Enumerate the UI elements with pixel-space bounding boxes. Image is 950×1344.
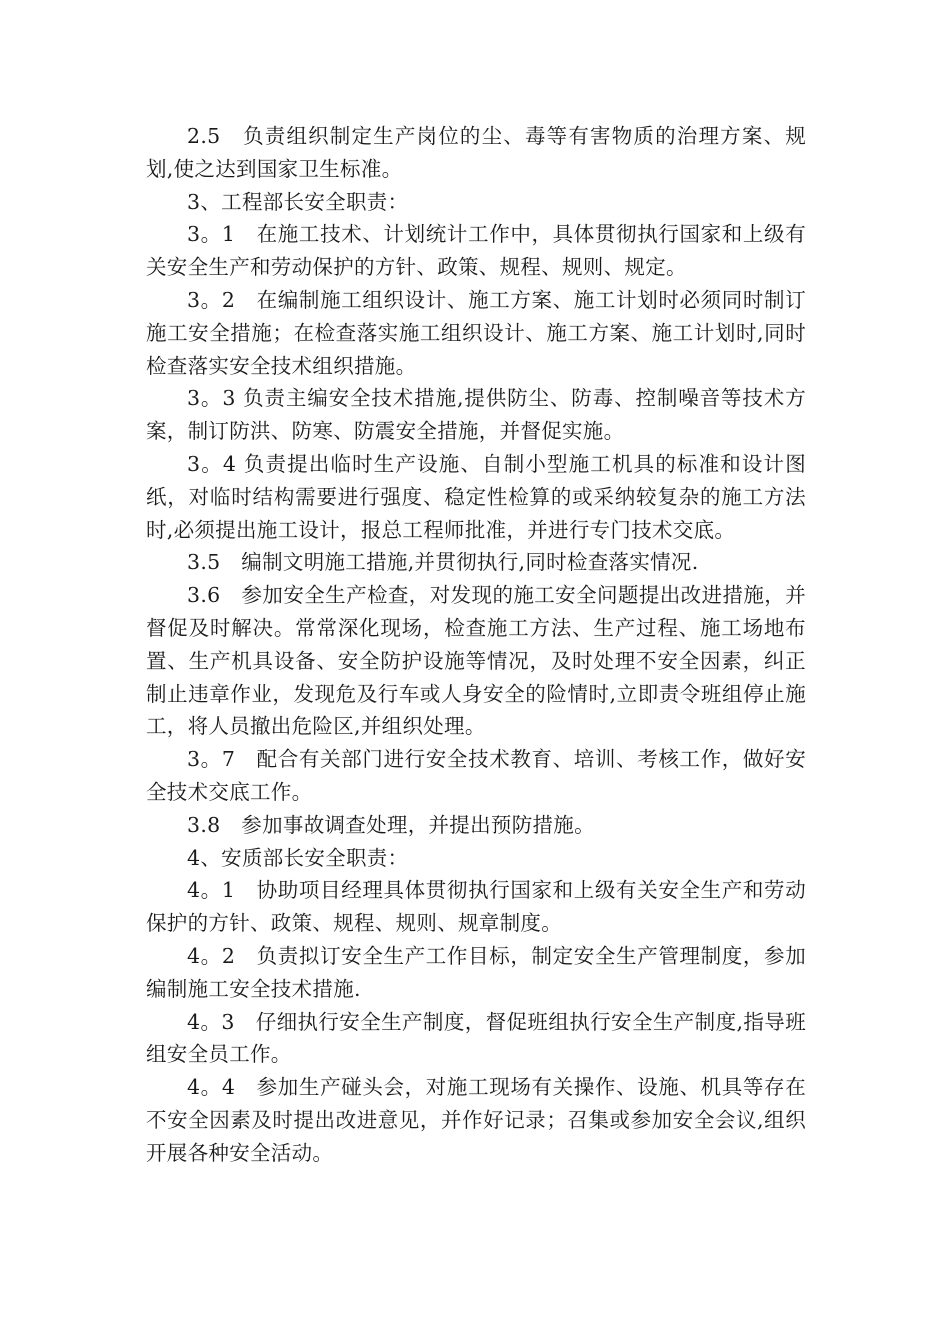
section-heading-3: 3、工程部长安全职责： — [187, 189, 409, 214]
paragraph-3-3: 3。3 负责主编安全技术措施,提供防尘、防毒、控制噪音等技术方案，制订防洪、防寒、防震安全措施，并督促实施。 — [146, 386, 806, 444]
paragraph-3-4: 3。4 负责提出临时生产设施、自制小型施工机具的标准和设计图纸，对临时结构需要进行强度、稳定性检算的或采纳较复杂的施工方法时,必须提出施工设计，报总工程师批准，并进行专门技术交底。 — [146, 451, 806, 542]
paragraph-3-2: 3。2 在编制施工组织设计、施工方案、施工计划时必须同时制订施工安全措施；在检查落实施工组织设计、施工方案、施工计划时,同时检查落实安全技术组织措施。 — [146, 287, 806, 378]
paragraph-2-5: 2.5 负责组织制定生产岗位的尘、毒等有害物质的治理方案、规划,使之达到国家卫生标准。 — [146, 124, 806, 181]
paragraph-3-6: 3.6 参加安全生产检查，对发现的施工安全问题提出改进措施，并督促及时解决。常常深化现场，检查施工方法、生产过程、施工场地布置、生产机具设备、安全防护设施等情况，及时处理不安全因素，纠正制止违章作业，发现危及行车或人身安全的险情时,立即责令班组停止施工，将人员撤出危险区,并组织处理。 — [146, 583, 806, 739]
paragraph-3-7: 3。7 配合有关部门进行安全技术教育、培训、考核工作，做好安全技术交底工作。 — [146, 747, 806, 804]
paragraph-4-3: 4。3 仔细执行安全生产制度，督促班组执行安全生产制度,指导班组安全员工作。 — [146, 1009, 806, 1067]
paragraph-3-5: 3.5 编制文明施工措施,并贯彻执行,同时检查落实情况. — [187, 550, 699, 575]
paragraph-3-1: 3。1 在施工技术、计划统计工作中，具体贯彻执行国家和上级有关安全生产和劳动保护的方针、政策、规程、规则、规定。 — [146, 222, 806, 280]
section-heading-4: 4、安质部长安全职责： — [187, 845, 409, 870]
paragraph-4-1: 4。1 协助项目经理具体贯彻执行国家和上级有关安全生产和劳动保护的方针、政策、规程、规则、规章制度。 — [146, 878, 806, 936]
document-body — [146, 120, 806, 1170]
paragraph-4-4: 4。4 参加生产碰头会，对施工现场有关操作、设施、机具等存在不安全因素及时提出改进意见，并作好记录；召集或参加安全会议,组织开展各种安全活动。 — [146, 1075, 806, 1165]
paragraph-4-2: 4。2 负责拟订安全生产工作目标，制定安全生产管理制度，参加编制施工安全技术措施. — [146, 943, 806, 1001]
paragraph-3-8: 3.8 参加事故调查处理，并提出预防措施。 — [187, 812, 595, 837]
